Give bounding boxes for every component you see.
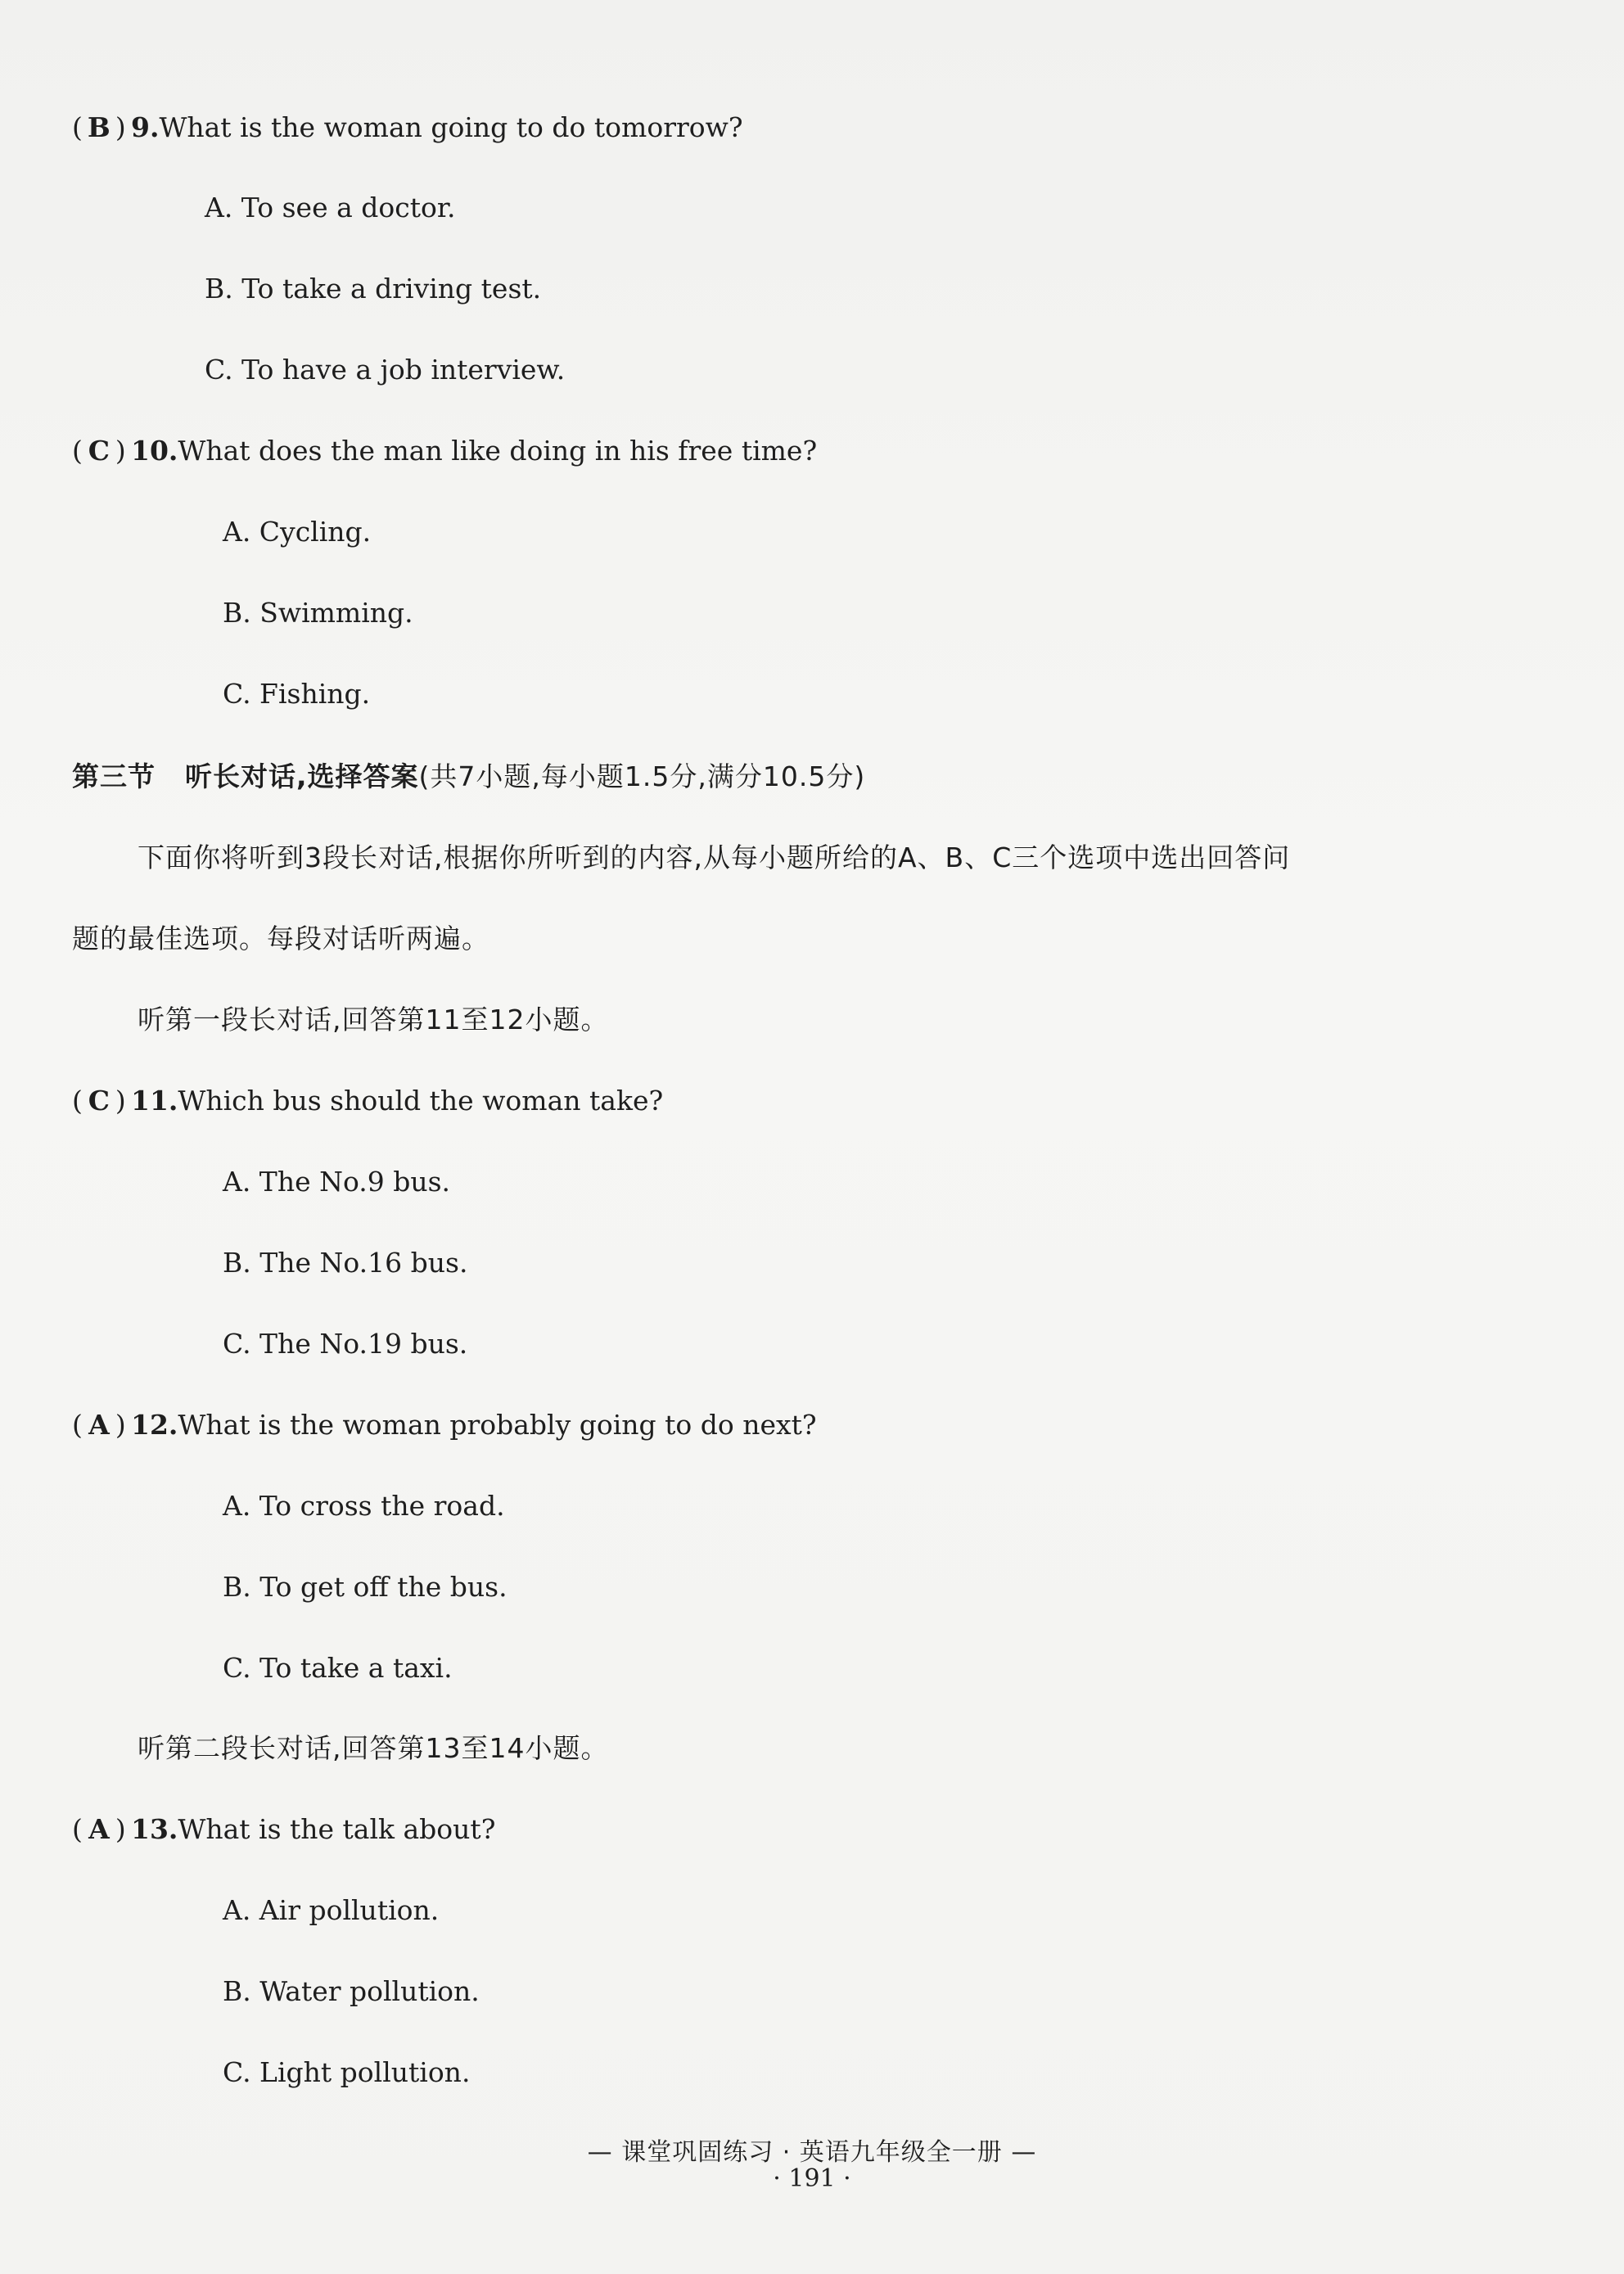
question-number: 10. <box>131 435 178 467</box>
option-c: C. To take a taxi. <box>223 1652 453 1684</box>
page-number: · 191 · <box>773 2164 851 2193</box>
question-text: What is the talk about? <box>178 1813 496 1845</box>
dialog-prompt: 听第一段长对话,回答第11至12小题。 <box>138 1004 609 1035</box>
question-number: 12. <box>131 1409 178 1441</box>
question-text: What is the woman probably going to do next? <box>178 1409 817 1441</box>
option-c: C. Light pollution. <box>223 2056 471 2088</box>
paren-close: ) <box>115 1085 126 1117</box>
option-a: A. To see a doctor. <box>205 192 456 223</box>
answer-letter: C <box>88 435 110 467</box>
section-number: 第三节 <box>72 760 156 792</box>
dialog-prompt: 听第二段长对话,回答第13至14小题。 <box>138 1732 609 1764</box>
question-11 <box>72 1085 663 1117</box>
paren-open: ( <box>72 1813 83 1845</box>
question-text: Which bus should the woman take? <box>178 1085 664 1117</box>
option-a: A. To cross the road. <box>223 1490 505 1522</box>
paren-open: ( <box>72 111 83 143</box>
question-12 <box>72 1409 817 1442</box>
paren-close: ) <box>115 435 126 467</box>
answer-letter: A <box>88 1813 110 1845</box>
question-number: 9. <box>131 111 160 143</box>
book-title-footer: — 课堂巩固练习 · 英语九年级全一册 — <box>587 2138 1037 2167</box>
section-heading <box>72 760 865 793</box>
section-title: 听长对话,选择答案 <box>185 760 419 792</box>
option-a: A. Cycling. <box>223 516 372 548</box>
section-note: (共7小题,每小题1.5分,满分10.5分) <box>418 760 866 792</box>
question-text: What is the woman going to do tomorrow? <box>159 111 743 143</box>
option-c: C. Fishing. <box>223 678 371 710</box>
option-b: B. The No.16 bus. <box>223 1247 468 1279</box>
paren-close: ) <box>115 1409 126 1441</box>
answer-letter: A <box>88 1409 110 1441</box>
section-instruction: 下面你将听到3段长对话,根据你所听到的内容,从每小题所给的A、B、C三个选项中选出回答问 <box>138 841 1291 873</box>
paren-open: ( <box>72 1085 83 1117</box>
paren-open: ( <box>72 1409 83 1441</box>
paren-open: ( <box>72 435 83 467</box>
option-b: B. Water pollution. <box>223 1975 480 2007</box>
option-c: C. To have a job interview. <box>205 354 566 386</box>
option-b: B. Swimming. <box>223 597 413 629</box>
paren-close: ) <box>115 1813 126 1845</box>
option-c: C. The No.19 bus. <box>223 1328 468 1360</box>
option-b: B. To get off the bus. <box>223 1571 508 1603</box>
answer-letter: B <box>87 111 111 143</box>
question-9 <box>72 111 743 144</box>
question-13 <box>72 1813 495 1846</box>
answer-letter: C <box>88 1085 110 1117</box>
question-10 <box>72 435 817 467</box>
option-a: A. Air pollution. <box>223 1894 440 1926</box>
option-b: B. To take a driving test. <box>205 273 542 305</box>
question-text: What does the man like doing in his free time? <box>178 435 818 467</box>
option-a: A. The No.9 bus. <box>223 1166 451 1198</box>
paren-close: ) <box>115 111 126 143</box>
question-number: 13. <box>131 1813 178 1845</box>
section-instruction-continued: 题的最佳选项。每段对话听两遍。 <box>72 923 489 954</box>
question-number: 11. <box>131 1085 178 1117</box>
